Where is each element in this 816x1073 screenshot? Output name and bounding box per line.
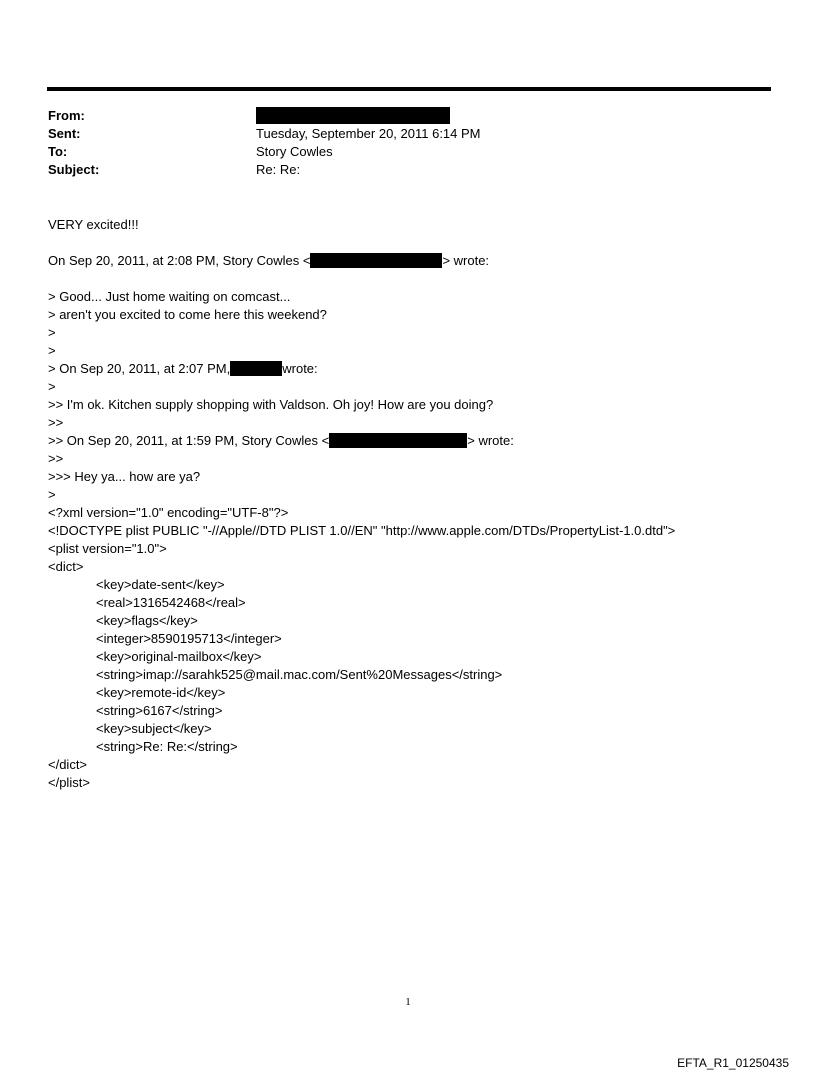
quote-line: > Good... Just home waiting on comcast... bbox=[48, 289, 291, 304]
from-value-redacted bbox=[256, 107, 450, 126]
subject-label: Subject: bbox=[48, 162, 100, 177]
page-number: 1 bbox=[405, 996, 411, 1008]
body-text: > wrote: bbox=[442, 253, 490, 268]
body-line bbox=[48, 252, 489, 270]
email-header bbox=[48, 107, 768, 179]
quote-line: >> bbox=[48, 451, 64, 466]
quote-line: > bbox=[48, 379, 56, 394]
quote-line: > aren't you excited to come here this weekend? bbox=[48, 307, 327, 322]
xml-line: <real>1316542468</real> bbox=[96, 595, 246, 610]
subject-row bbox=[48, 161, 768, 179]
body-text: > wrote: bbox=[467, 433, 514, 448]
xml-line: <plist version="1.0"> bbox=[48, 541, 167, 556]
sent-row bbox=[48, 125, 768, 143]
redaction bbox=[329, 433, 467, 448]
quote-line bbox=[48, 432, 514, 450]
body-text: >> On Sep 20, 2011, at 1:59 PM, Story Cowles < bbox=[48, 433, 330, 448]
to-row bbox=[48, 143, 768, 161]
from-label: From: bbox=[48, 108, 85, 123]
body-text: wrote: bbox=[282, 361, 318, 376]
xml-line: <!DOCTYPE plist PUBLIC "-//Apple//DTD PLIST 1.0//EN" "http://www.apple.com/DTDs/PropertyList-1.0.dtd"> bbox=[48, 523, 676, 538]
xml-line: </plist> bbox=[48, 775, 90, 790]
xml-line: <?xml version="1.0" encoding="UTF-8"?> bbox=[48, 505, 289, 520]
body-text: > On Sep 20, 2011, at 2:07 PM, bbox=[48, 361, 231, 376]
header-rule bbox=[47, 87, 771, 91]
xml-line: <key>date-sent</key> bbox=[96, 577, 225, 592]
quote-line: >> bbox=[48, 415, 64, 430]
xml-line: <key>flags</key> bbox=[96, 613, 198, 628]
xml-line: <string>imap://sarahk525@mail.mac.com/Sent%20Messages</string> bbox=[96, 667, 503, 682]
xml-line: </dict> bbox=[48, 757, 88, 772]
to-value: Story Cowles bbox=[256, 144, 333, 159]
xml-line: <key>remote-id</key> bbox=[96, 685, 226, 700]
sent-label: Sent: bbox=[48, 126, 81, 141]
quote-line: >>> Hey ya... how are ya? bbox=[48, 469, 201, 484]
bates-number: EFTA_R1_01250435 bbox=[677, 1056, 789, 1070]
quote-line: >> I'm ok. Kitchen supply shopping with Valdson. Oh joy! How are you doing? bbox=[48, 397, 494, 412]
quote-line: > bbox=[48, 325, 56, 340]
xml-line: <integer>8590195713</integer> bbox=[96, 631, 282, 646]
body-text: On Sep 20, 2011, at 2:08 PM, Story Cowles < bbox=[48, 253, 311, 268]
quote-line: > bbox=[48, 487, 56, 502]
xml-line: <string>Re: Re:</string> bbox=[96, 739, 238, 754]
subject-value: Re: Re: bbox=[256, 162, 301, 177]
xml-line: <key>original-mailbox</key> bbox=[96, 649, 262, 664]
body-line: VERY excited!!! bbox=[48, 217, 139, 232]
to-label: To: bbox=[48, 144, 68, 159]
redaction bbox=[230, 361, 282, 376]
quote-line bbox=[48, 360, 318, 378]
sent-value: Tuesday, September 20, 2011 6:14 PM bbox=[256, 126, 481, 141]
xml-line: <dict> bbox=[48, 559, 84, 574]
quote-line: > bbox=[48, 343, 56, 358]
from-row bbox=[48, 107, 768, 125]
redaction bbox=[310, 253, 442, 268]
xml-line: <key>subject</key> bbox=[96, 721, 212, 736]
xml-line: <string>6167</string> bbox=[96, 703, 223, 718]
